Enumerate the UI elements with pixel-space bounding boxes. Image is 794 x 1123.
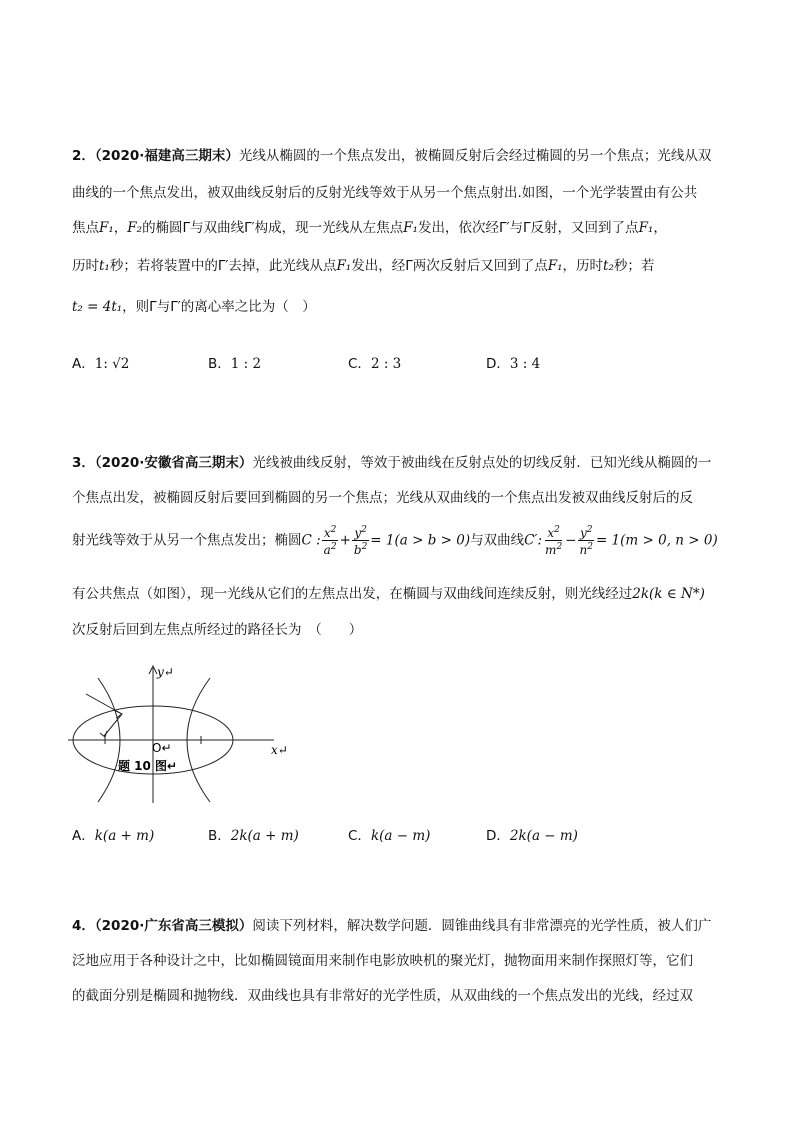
q3-option-d-label: D． xyxy=(486,828,510,844)
q2-option-d[interactable] xyxy=(486,354,540,374)
figure-caption: 题 10 图↵ xyxy=(118,759,178,773)
q3-text-4a: 有公共焦点（如图），现一光线从它们的左焦点出发，在椭圆与双曲线间连续反射，则光线经过 xyxy=(72,586,633,602)
q2-text-4e: 秒；若 xyxy=(613,258,655,274)
q3-hyper-cond: = 1(m > 0, n > 0) xyxy=(595,532,718,549)
q2-text-4d: ，历时 xyxy=(562,258,604,274)
q3-figure xyxy=(60,660,310,810)
q2-text-4a: 历时 xyxy=(72,258,99,274)
x-axis-label: x↵ xyxy=(271,743,288,757)
q3-option-c-value: k(a − m) xyxy=(370,828,431,844)
q3-line-2 xyxy=(72,488,732,508)
q2-option-b[interactable] xyxy=(208,354,261,374)
q2-f1-b: F₁ xyxy=(403,220,418,236)
q2-line-5 xyxy=(72,297,732,317)
q3-hyper-name: C′: xyxy=(524,532,543,549)
q2-text-4b: 秒；若将装置中的Γ′去掉，此光线从点 xyxy=(109,258,337,274)
q3-option-a-label: A． xyxy=(72,828,95,844)
q2-f1-e: F₁ xyxy=(547,258,563,274)
q2-option-c-value: 2 : 3 xyxy=(370,356,402,372)
q3-text-3a: 射光线等效于从另一个焦点发出；椭圆 xyxy=(72,532,302,549)
q2-option-b-value: 1 : 2 xyxy=(230,356,262,372)
q2-option-a-label: A． xyxy=(72,356,95,372)
q4-text-2: 泛地应用于各种设计之中，比如椭圆镜面用来制作电影放映机的聚光灯，抛物面用来制作探照灯等，它们 xyxy=(72,953,693,969)
q2-option-a-value: 1: √2 xyxy=(94,356,130,372)
q3-frac-y-b: $\frac{y^2}{b^2}$ xyxy=(353,525,368,557)
q3-frac-x-m: $\frac{x^2}{m^2}$ xyxy=(545,525,563,557)
q2-text-3a: 焦点 xyxy=(72,220,99,236)
q3-line-5 xyxy=(72,620,732,640)
q2-option-a[interactable] xyxy=(72,354,129,374)
q2-option-b-label: B． xyxy=(208,356,231,372)
q2-source: （2020·福建高三期末） xyxy=(94,148,239,164)
q3-reflections: 2k(k ∈ N*) xyxy=(632,586,705,602)
q2-text-3b: 的椭圆Γ与双曲线Γ′构成，现一光线从左焦点 xyxy=(142,220,404,236)
q2-option-d-label: D． xyxy=(486,356,510,372)
q4-number: 4． xyxy=(72,918,95,934)
q3-text-5: 次反射后回到左焦点所经过的路径长为 （ ） xyxy=(72,622,363,638)
q2-option-c[interactable] xyxy=(348,354,401,374)
q3-option-a-value: k(a + m) xyxy=(94,828,155,844)
q3-number: 3． xyxy=(72,455,95,471)
origin-label: O↵ xyxy=(152,741,172,755)
q2-options xyxy=(72,354,732,376)
q4-line-3 xyxy=(72,986,732,1006)
q3-line-3: 射光线等效于从另一个焦点发出；椭圆C : $\frac{x^2}{a^2}$ + $\frac{y^2}{b^2}$ = 1(a > b > 0)与双曲线C′: $\frac{x^2}{m^2}$ − $\frac{y^2}{n^2}$ = 1(m > 0, n > 0) xyxy=(72,525,718,557)
q2-line-3: 焦点F₁，F₂的椭圆Γ与双曲线Γ′构成，现一光线从左焦点F₁发出，依次经Γ′与Γ反射，又回到了点F₁， xyxy=(72,220,667,236)
q2-f2: F₂ xyxy=(127,220,143,236)
q3-option-c-label: C． xyxy=(348,828,371,844)
q3-option-d[interactable] xyxy=(486,826,578,846)
q2-line-2 xyxy=(72,183,732,203)
q3-option-b-label: B． xyxy=(208,828,231,844)
q3-text-2: 个焦点出发，被椭圆反射后要回到椭圆的另一个焦点；光线从双曲线的一个焦点出发被双曲线反射后的反 xyxy=(72,490,693,506)
q2-line-4 xyxy=(72,256,732,276)
q3-option-b-value: 2k(a + m) xyxy=(230,828,299,844)
y-axis-label: y↵ xyxy=(157,665,174,679)
q3-frac-x-a: $\frac{x^2}{a^2}$ xyxy=(323,525,337,557)
q3-ellipse-name: C : xyxy=(301,532,321,549)
q2-text-2: 曲线的一个焦点发出，被双曲线反射后的反射光线等效于从另一个焦点射出.如图，一个光学装置由有公共 xyxy=(72,185,698,201)
q3-text-3b: 与双曲线 xyxy=(470,532,525,549)
q3-option-b[interactable] xyxy=(208,826,299,846)
q3-options xyxy=(72,826,732,848)
q2-f1-c: F₁ xyxy=(638,220,654,236)
q2-option-c-label: C． xyxy=(348,356,371,372)
q4-source: （2020·广东省高三模拟） xyxy=(94,918,253,934)
q2-text-4c: 发出，经Γ两次反射后又回到了点 xyxy=(351,258,548,274)
q3-frac-y-n: $\frac{y^2}{n^2}$ xyxy=(579,525,593,557)
q3-line-4 xyxy=(72,584,732,604)
q3-text-1: 光线被曲线反射，等效于被曲线在反射点处的切线反射．已知光线从椭圆的一 xyxy=(252,455,712,471)
q4-text-1: 阅读下列材料，解决数学问题．圆锥曲线具有非常漂亮的光学性质，被人们广 xyxy=(252,918,712,934)
q2-t2: t₂ xyxy=(603,258,614,274)
q2-condition: t₂ = 4t₁ xyxy=(72,299,123,315)
q2-option-d-value: 3 : 4 xyxy=(509,356,541,372)
q3-option-c[interactable] xyxy=(348,826,430,846)
q3-option-a[interactable] xyxy=(72,826,154,846)
q3-ellipse-cond: = 1(a > b > 0) xyxy=(370,532,471,549)
q2-f1: F₁ xyxy=(99,220,114,236)
q4-text-3: 的截面分别是椭圆和抛物线．双曲线也具有非常好的光学性质，从双曲线的一个焦点发出的光线，经过双 xyxy=(72,988,693,1004)
q2-t1: t₁ xyxy=(99,258,110,274)
ray-arrow-icon xyxy=(100,731,107,737)
q2-line-1 xyxy=(72,146,732,166)
q3-source: （2020·安徽省高三期末） xyxy=(94,455,253,471)
q4-line-1 xyxy=(72,916,732,936)
q2-number: 2． xyxy=(72,148,95,164)
q2-text-3c: 发出，依次经Γ′与Γ反射，又回到了点 xyxy=(417,220,639,236)
q2-f1-d: F₁ xyxy=(336,258,352,274)
q2-text-5a: ，则Γ与Γ′的离心率之比为（ ） xyxy=(122,299,316,315)
q3-line-1 xyxy=(72,453,732,473)
q4-line-2 xyxy=(72,951,732,971)
q3-option-d-value: 2k(a − m) xyxy=(509,828,578,844)
q2-text-1: 光线从椭圆的一个焦点发出，被椭圆反射后会经过椭圆的另一个焦点；光线从双 xyxy=(238,148,712,164)
